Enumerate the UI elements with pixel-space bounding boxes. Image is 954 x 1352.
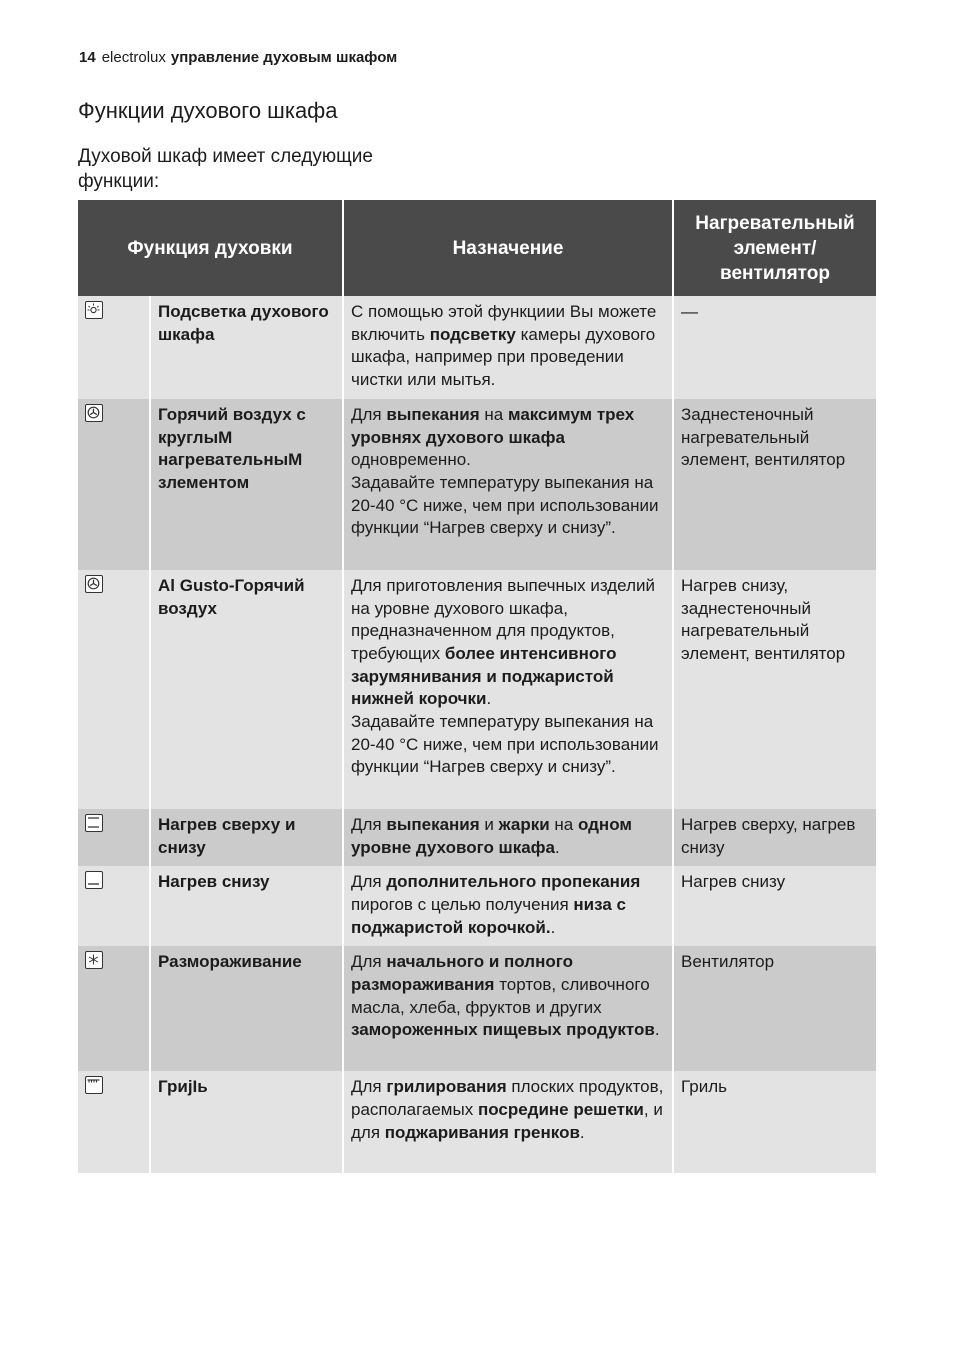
function-name: Нагрев снизу <box>150 866 343 946</box>
icon-cell <box>78 570 150 809</box>
emphasis-text: выпекания <box>386 814 480 834</box>
function-purpose: Для начального и полного размораживания тортов, сливочного масла, хлеба, фруктов и других замороженных пищевых продуктов. <box>343 946 673 1071</box>
table-row <box>78 1071 876 1173</box>
page-title: Функции духового шкафа <box>78 98 338 123</box>
column-header-function: Функция духовки <box>78 200 343 296</box>
icon-cell <box>78 296 150 399</box>
section-title: управление духовым шкафом <box>170 49 398 66</box>
function-name: ГриjIь <box>150 1071 343 1173</box>
table-row <box>78 866 876 946</box>
defrost-icon <box>85 951 103 969</box>
top-bottom-heat-icon <box>85 814 103 832</box>
bottom-heat-icon <box>85 871 103 889</box>
function-name: Подсветка духового шкафа <box>150 296 343 399</box>
emphasis-text: начального и полного размораживания <box>351 952 573 995</box>
function-purpose: Для приготовления выпечных изделий на уровне духового шкафа, предназначенном для продуктов, требующих более интенсивного зарумянивания и поджаристой нижней корочки. Задавайте температуру выпекания на 20-40 °C ниже, чем при использовании функции “Нагрев сверху и снизу”. <box>343 570 673 809</box>
table-header-row <box>78 200 876 296</box>
emphasis-text: посредине решетки <box>477 1100 644 1120</box>
function-name: Нагрев сверху и снизу <box>150 809 343 866</box>
function-purpose: Для дополнительного пропекания пирогов с целью получения низа с поджаристой корочкой.. <box>343 866 673 946</box>
grill-icon <box>85 1076 103 1094</box>
heating-element: Нагрев снизу, заднестеночный нагревательный элемент, вентилятор <box>673 570 876 809</box>
column-header-element: Нагревательный элемент/ вентилятор <box>673 200 876 296</box>
page-number: 14 <box>79 49 96 66</box>
brand-name: electrolux <box>101 49 166 66</box>
icon-cell <box>78 866 150 946</box>
oven-light-icon <box>85 301 103 319</box>
table-row <box>78 809 876 866</box>
function-purpose: Для выпекания и жарки на одном уровне духового шкафа. <box>343 809 673 866</box>
intro-paragraph: Духовой шкаф имеет следующие функции: <box>78 146 373 192</box>
heating-element: Вентилятор <box>673 946 876 1071</box>
function-purpose: Для выпекания на максимум трех уровнях духового шкафа одновременно. Задавайте температуру выпекания на 20-40 °C ниже, чем при использовании функции “Нагрев сверху и снизу”. <box>343 399 673 570</box>
icon-cell <box>78 399 150 570</box>
emphasis-text: более интенсивного зарумянивания и поджаристой нижней корочки <box>351 643 617 709</box>
emphasis-text: жарки <box>498 814 550 834</box>
function-name: Размораживание <box>150 946 343 1071</box>
function-purpose: Для грилирования плоских продуктов, располагаемых посредине решетки, и для поджаривания гренков. <box>343 1071 673 1173</box>
emphasis-text: замороженных пищевых продуктов <box>351 1020 655 1040</box>
emphasis-text: поджаривания гренков <box>384 1122 580 1142</box>
icon-cell <box>78 946 150 1071</box>
heating-element: — <box>673 296 876 399</box>
running-header <box>79 48 397 68</box>
heating-element: Нагрев сверху, нагрев снизу <box>673 809 876 866</box>
heating-element: Заднестеночный нагревательный элемент, вентилятор <box>673 399 876 570</box>
table-row <box>78 570 876 809</box>
emphasis-text: низа с поджаристой корочкой. <box>351 894 626 937</box>
icon-cell <box>78 809 150 866</box>
emphasis-text: подсветку <box>429 324 516 344</box>
emphasis-text: дополнительного пропекания <box>386 872 641 892</box>
emphasis-text: одном уровне духового шкафа <box>351 814 632 857</box>
table-body <box>78 296 876 1173</box>
fan-ring-heater-icon <box>85 404 103 422</box>
function-purpose: С помощью этой функциии Вы можете включить подсветку камеры духового шкафа, например при проведении чистки или мытья. <box>343 296 673 399</box>
fan-ring-heater-icon <box>85 575 103 593</box>
function-name: Горячий воздух с круглыМ нагревательныМ злементом <box>150 399 343 570</box>
heating-element: Нагрев снизу <box>673 866 876 946</box>
oven-functions-table <box>78 200 876 1173</box>
icon-cell <box>78 1071 150 1173</box>
function-name: Al Gusto-Горячий воздух <box>150 570 343 809</box>
table-row <box>78 946 876 1071</box>
table-row <box>78 296 876 399</box>
column-header-purpose: Назначение <box>343 200 673 296</box>
emphasis-text: выпекания <box>386 404 480 424</box>
table-row <box>78 399 876 570</box>
emphasis-text: максимум трех уровнях духового шкафа <box>351 404 635 447</box>
emphasis-text: грилирования <box>386 1077 507 1097</box>
heating-element: Гриль <box>673 1071 876 1173</box>
